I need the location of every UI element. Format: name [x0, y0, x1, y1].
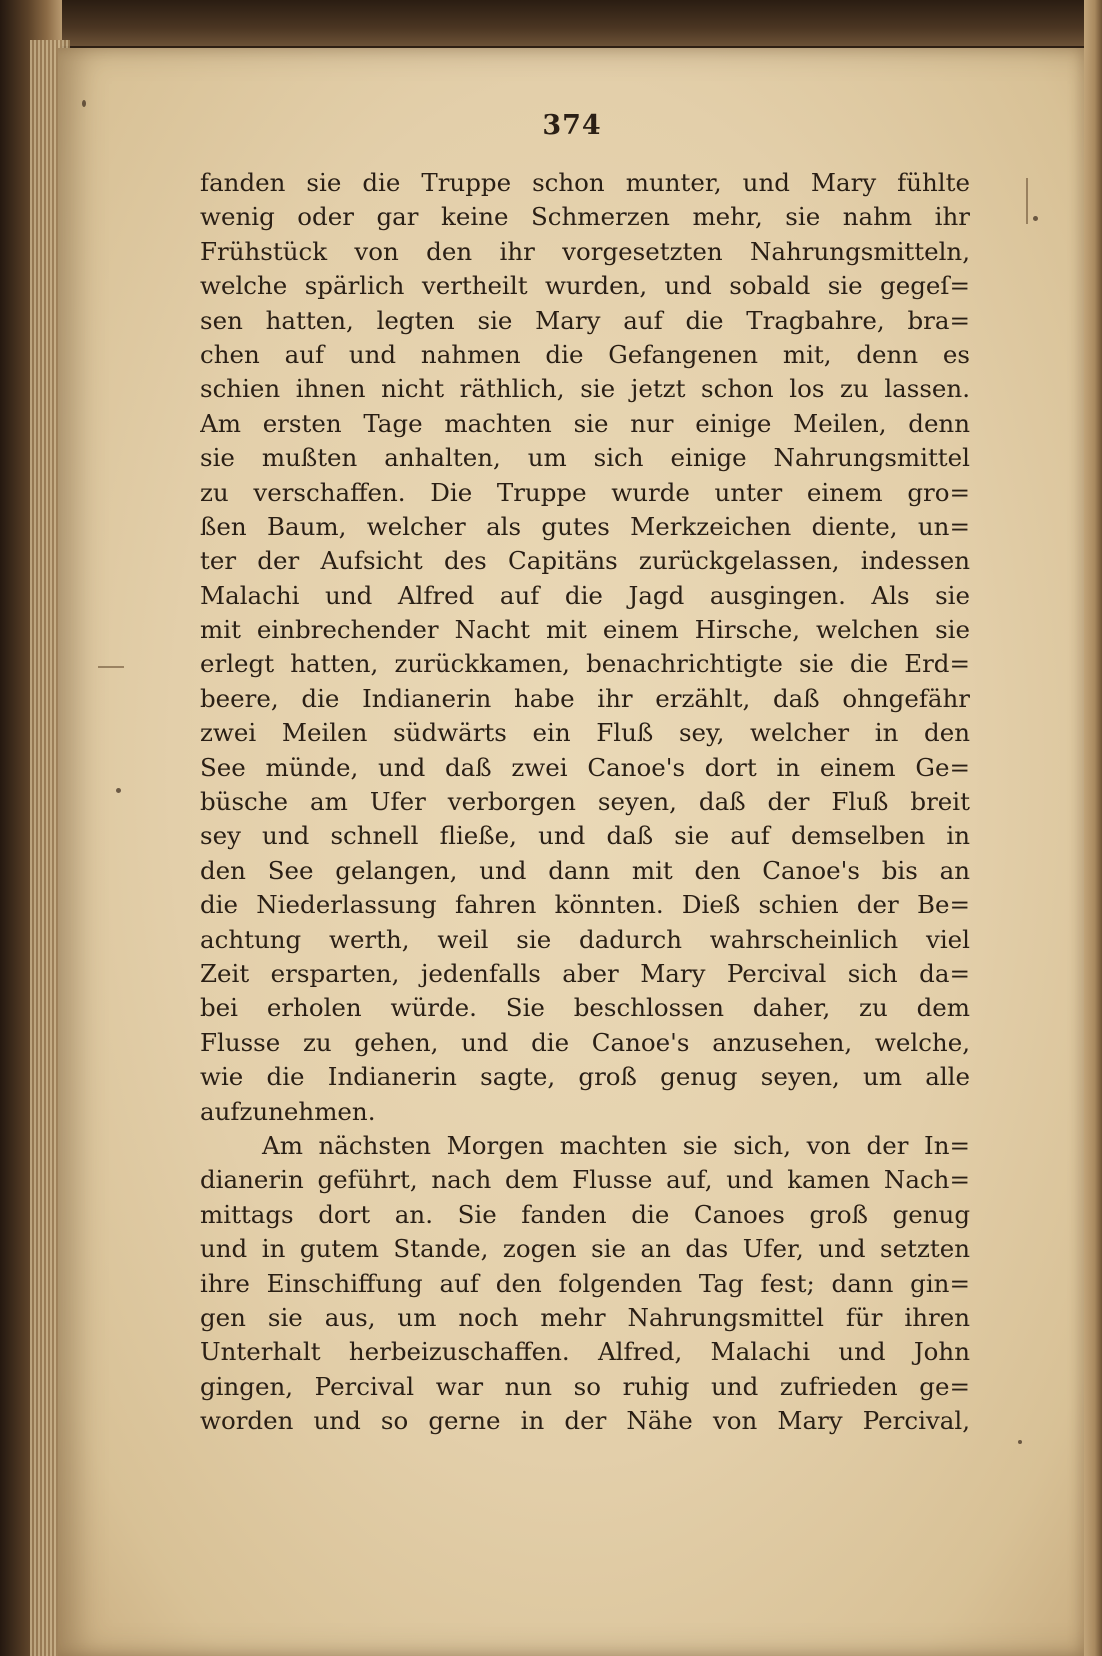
- text-line: Unterhalt herbeizuschaffen. Alfred, Malachi und John: [200, 1337, 970, 1367]
- text-line: die Niederlassung fahren könnten. Dieß schien der Be=: [200, 890, 970, 920]
- page-number: 374: [542, 110, 602, 141]
- text-line: wie die Indianerin sagte, groß genug seyen, um alle: [200, 1062, 970, 1092]
- text-line: mit einbrechender Nacht mit einem Hirsche, welchen sie: [200, 615, 970, 645]
- text-line: sen hatten, legten sie Mary auf die Tragbahre, bra=: [200, 305, 970, 335]
- text-line: See münde, und daß zwei Canoe's dort in einem Ge=: [200, 752, 970, 782]
- text-line: fanden sie die Truppe schon munter, und Mary fühlte: [200, 168, 970, 197]
- ink-speck: [116, 788, 121, 793]
- text-line: zu verschaffen. Die Truppe wurde unter einem gro=: [200, 477, 970, 507]
- text-line: bei erholen würde. Sie beschlossen daher, zu dem: [200, 993, 970, 1023]
- text-line: ßen Baum, welcher als gutes Merkzeichen diente, un=: [200, 511, 970, 541]
- text-line: und in gutem Stande, zogen sie an das Ufer, und setzten: [200, 1234, 970, 1264]
- text-line: worden und so gerne in der Nähe von Mary Percival,: [200, 1406, 970, 1436]
- text-line: Malachi und Alfred auf die Jagd ausgingen. Als sie: [200, 580, 970, 610]
- text-line: erlegt hatten, zurückkamen, benachrichtigte sie die Erd=: [200, 649, 970, 679]
- binding-top-edge: [0, 0, 1102, 46]
- text-line: mittags dort an. Sie fanden die Canoes groß genug: [200, 1199, 970, 1229]
- text-line: wenig oder gar keine Schmerzen mehr, sie nahm ihr: [200, 202, 970, 232]
- text-line: gingen, Percival war nun so ruhig und zufrieden ge=: [200, 1371, 970, 1401]
- text-line: den See gelangen, und dann mit den Canoe's bis an: [200, 855, 970, 885]
- text-line: sie mußten anhalten, um sich einige Nahrungsmittel: [200, 443, 970, 473]
- text-line: achtung werth, weil sie dadurch wahrscheinlich viel: [200, 924, 970, 954]
- margin-mark: [98, 666, 124, 668]
- text-line: Am nächsten Morgen machten sie sich, von der In=: [262, 1130, 970, 1160]
- text-line: beere, die Indianerin habe ihr erzählt, daß ohngefähr: [200, 683, 970, 713]
- ink-speck: [1033, 216, 1038, 221]
- text-line: aufzunehmen.: [200, 1096, 376, 1126]
- text-line: Flusse zu gehen, und die Canoe's anzusehen, welche,: [200, 1027, 970, 1057]
- text-line: schien ihnen nicht räthlich, sie jetzt schon los zu lassen.: [200, 374, 970, 404]
- text-line: zwei Meilen südwärts ein Fluß sey, welcher in den: [200, 718, 970, 748]
- page-right-edge: [1084, 0, 1102, 1656]
- book-page: [58, 48, 1086, 1656]
- text-line: gen sie aus, um noch mehr Nahrungsmittel für ihren: [200, 1302, 970, 1332]
- text-line: Am ersten Tage machten sie nur einige Meilen, denn: [200, 408, 970, 438]
- text-line: Zeit ersparten, jedenfalls aber Mary Percival sich da=: [200, 958, 970, 988]
- margin-mark: [1026, 178, 1028, 224]
- body-text: [200, 166, 970, 1438]
- text-line: büsche am Ufer verborgen seyen, daß der Fluß breit: [200, 787, 970, 817]
- text-line: Frühstück von den ihr vorgesetzten Nahrungsmitteln,: [200, 236, 970, 266]
- text-line: chen auf und nahmen die Gefangenen mit, denn es: [200, 339, 970, 369]
- text-line: dianerin geführt, nach dem Flusse auf, und kamen Nach=: [200, 1165, 970, 1195]
- text-line: sey und schnell fließe, und daß sie auf demselben in: [200, 821, 970, 851]
- text-line: welche spärlich vertheilt wurden, und sobald sie gegeſ=: [200, 271, 970, 301]
- ink-speck: [82, 100, 86, 107]
- text-line: ter der Aufsicht des Capitäns zurückgelassen, indessen: [200, 546, 970, 576]
- text-line: ihre Einschiffung auf den folgenden Tag fest; dann gin=: [200, 1268, 970, 1298]
- ink-speck: [1018, 1440, 1022, 1444]
